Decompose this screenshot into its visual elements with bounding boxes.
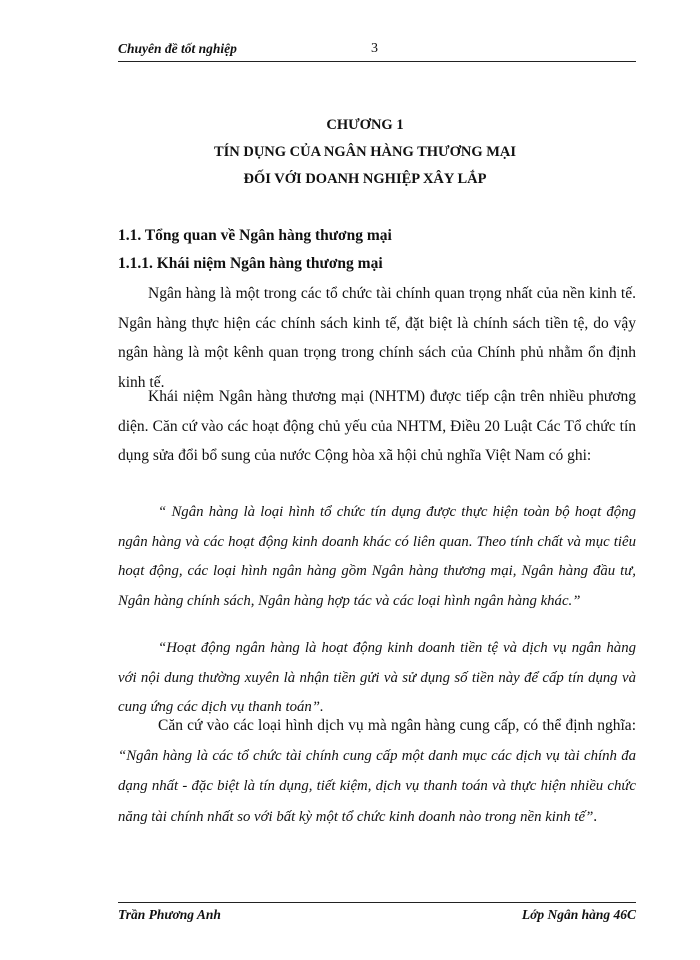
chapter-title-line1: TÍN DỤNG CỦA NGÂN HÀNG THƯƠNG MẠI xyxy=(213,144,517,160)
chapter-title-line2: ĐỐI VỚI DOANH NGHIỆP XÂY LẮP xyxy=(243,171,487,187)
paragraph-intro: Ngân hàng là một trong các tổ chức tài chính quan trọng nhất của nền kinh tế. Ngân hàng thực hiện các chính sách kinh tế, đặt biệt là chính sách tiền tệ, do vậy ngân hàng là một kênh quan trọng trong chính sách của Chính phủ nhằm ổn định kinh tế. xyxy=(118,285,636,391)
quote-law-definition: “ Ngân hàng là loại hình tổ chức tín dụng được thực hiện toàn bộ hoạt động ngân hàng và các hoạt động kinh doanh khác có liên quan. Theo tính chất và mục tiêu hoạt động, các loại hình ngân hàng gồm Ngân hàng thương mại, Ngân hàng đầu tư, Ngân hàng chính sách, Ngân hàng hợp tác và các loại hình ngân hàng khác.” xyxy=(118,504,636,609)
chapter-number: CHƯƠNG 1 xyxy=(326,117,404,133)
page-footer xyxy=(118,902,636,926)
header-document-title: Chuyên đề tốt nghiệp xyxy=(118,41,237,56)
page-header xyxy=(118,41,636,62)
paragraph-definition-law: Khái niệm Ngân hàng thương mại (NHTM) được tiếp cận trên nhiều phương diện. Căn cứ vào các hoạt động chủ yếu của NHTM, Điều 20 Luật Các Tổ chức tín dụng sửa đổi bổ sung của nước Cộng hòa xã hội chủ nghĩa Việt Nam có ghi: xyxy=(118,388,636,464)
service-definition-end: . xyxy=(593,807,598,825)
paragraph-service-definition xyxy=(118,711,636,832)
footer-class: Lớp Ngân hàng 46C xyxy=(521,907,636,922)
section-heading-1-1-1: 1.1.1. Khái niệm Ngân hàng thương mại xyxy=(118,255,383,272)
footer-author: Trần Phương Anh xyxy=(118,907,221,922)
service-definition-lead: Căn cứ vào các loại hình dịch vụ mà ngân hàng cung cấp, có thể định nghĩa: xyxy=(158,717,636,734)
page-number: 3 xyxy=(371,41,378,56)
service-definition-quote: “Ngân hàng là các tổ chức tài chính cung cấp một danh mục các dịch vụ tài chính đa dạng nhất - đặc biệt là tín dụng, tiết kiệm, dịch vụ thanh toán và thực hiện nhiều chức năng tài chính nhất so với bất kỳ một tổ chức kinh doanh nào trong nền kinh tế” xyxy=(118,747,636,825)
section-heading-1-1: 1.1. Tổng quan về Ngân hàng thương mại xyxy=(118,227,392,244)
quote-banking-activity: “Hoạt động ngân hàng là hoạt động kinh doanh tiền tệ và dịch vụ ngân hàng với nội dung thường xuyên là nhận tiền gửi và sử dụng số tiền này để cấp tín dụng và cung ứng các dịch vụ thanh toán”. xyxy=(118,640,636,715)
